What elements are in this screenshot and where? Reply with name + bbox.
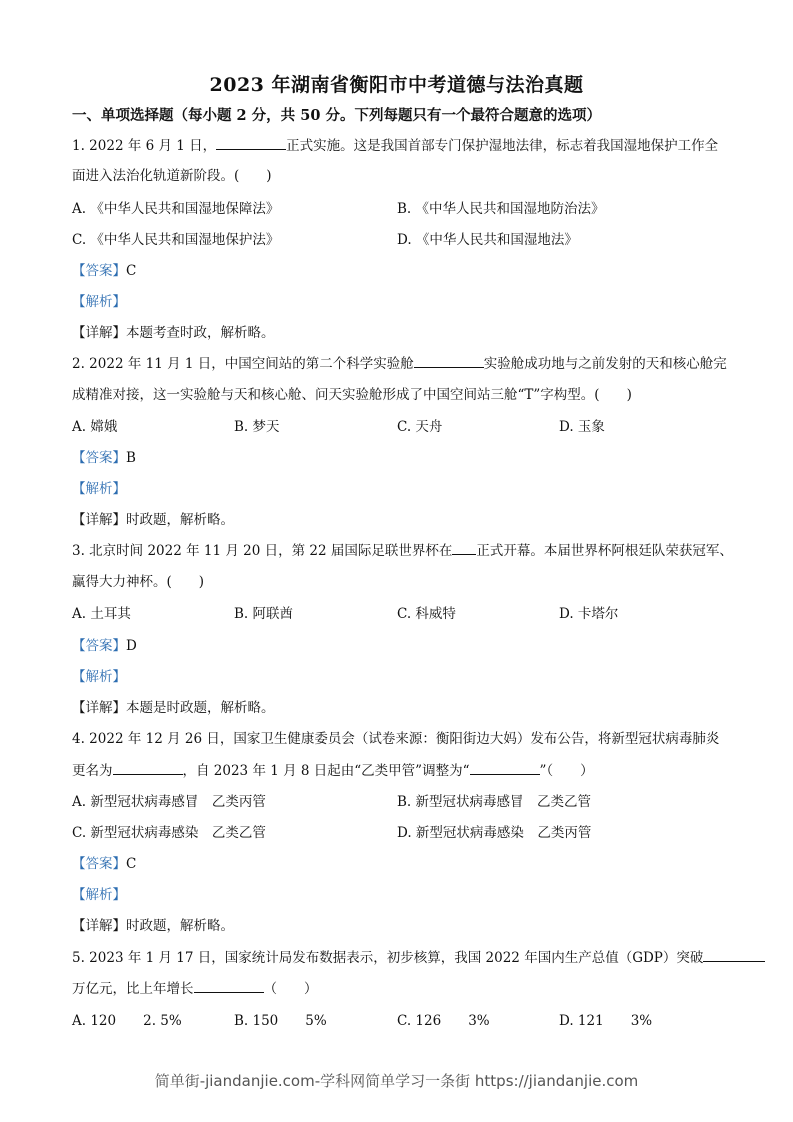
question-1-analysis [72,290,126,310]
page-title: 2023 年湖南省衡阳市中考道德与法治真题 [209,74,584,96]
question-3-option-a: A. 土耳其 [72,606,131,622]
question-5-stem-line-2 [72,977,318,997]
answer-tag: 【答案】 [72,450,126,466]
answer-blank [703,948,765,962]
answer-tag: 【答案】 [72,856,126,872]
question-3-stem-line-1 [72,539,733,559]
question-3-analysis [72,665,126,685]
question-3-answer [72,634,137,654]
question-3-stem-line-2: 赢得大力神杯。( ) [72,574,205,590]
detail-text: 本题是时政题，解析略。 [126,700,275,716]
question-1-option-d: D. 《中华人民共和国湿地法》 [397,232,578,248]
detail-tag: 【详解】 [72,512,126,528]
question-4-option-d: D. 新型冠状病毒感染 乙类丙管 [397,825,592,841]
question-2-option-d: D. 玉象 [559,419,605,435]
question-2-detail [72,508,234,528]
question-1-text-a: 1. 2022 年 6 月 1 日， [72,138,217,154]
question-1-stem-line-1 [72,134,718,154]
question-5-stem-line-1 [72,946,765,966]
question-4-text-c: ”（ ） [539,763,594,779]
question-2-text-a: 2. 2022 年 11 月 1 日，中国空间站的第二个科学实验舱 [72,356,414,372]
question-4-option-b: B. 新型冠状病毒感冒 乙类乙管 [397,794,592,810]
question-4-answer [72,852,136,872]
detail-text: 时政题，解析略。 [126,918,234,934]
question-5-text-a: 5. 2023 年 1 月 17 日，国家统计局发布数据表示，初步核算，我国 2022 年国内生产总值（GDP）突破 [72,950,704,966]
question-1-option-b: B. 《中华人民共和国湿地防治法》 [397,201,605,217]
detail-text: 时政题，解析略。 [126,512,234,528]
detail-text: 本题考查时政，解析略。 [126,325,275,341]
answer-blank [452,541,476,555]
question-1-option-a: A. 《中华人民共和国湿地保障法》 [72,201,280,217]
question-4-text-a: 更名为 [72,763,113,779]
answer-blank [414,354,484,368]
section-heading: 一、单项选择题（每小题 2 分，共 50 分。下列每题只有一个最符合题意的选项） [72,107,601,124]
question-4-detail [72,914,234,934]
question-2-option-b: B. 梦天 [234,419,280,435]
question-1-text-b: 正式实施。这是我国首部专门保护湿地法律，标志着我国湿地保护工作全 [286,138,719,154]
question-2-text-b: 实验舱成功地与之前发射的天和核心舱完 [483,356,727,372]
analysis-tag: 【解析】 [72,294,126,310]
question-4-stem-line-2 [72,759,594,779]
question-3-option-d: D. 卡塔尔 [559,606,619,622]
question-1-detail [72,321,275,341]
analysis-tag: 【解析】 [72,669,126,685]
detail-tag: 【详解】 [72,700,126,716]
analysis-tag: 【解析】 [72,481,126,497]
question-4-stem-line-1: 4. 2022 年 12 月 26 日，国家卫生健康委员会（试卷来源：衡阳街边大妈）发布公告，将新型冠状病毒肺炎 [72,731,720,747]
answer-value: C [126,856,137,872]
question-1-stem-line-2: 面进入法治化轨道新阶段。( ) [72,168,272,184]
question-3-text-b: 正式开幕。本届世界杯阿根廷队荣获冠军、 [476,543,733,559]
answer-blank [194,979,264,993]
question-2-option-a: A. 嫦娥 [72,419,118,435]
question-2-analysis [72,477,126,497]
answer-blank [113,761,183,775]
question-5-option-a: A. 120 2. 5% [72,1013,182,1029]
answer-value: C [126,263,137,279]
question-2-stem-line-1 [72,352,727,372]
question-1-answer [72,259,136,279]
question-5-text-a2: 万亿元，比上年增长 [72,981,194,997]
question-3-option-b: B. 阿联酋 [234,606,294,622]
question-5-option-b: B. 150 5% [234,1013,327,1029]
answer-blank [470,761,540,775]
question-1-option-c: C. 《中华人民共和国湿地保护法》 [72,232,280,248]
question-4-text-b: ，自 2023 年 1 月 8 日起由“乙类甲管”调整为“ [182,763,470,779]
question-4-option-a: A. 新型冠状病毒感冒 乙类丙管 [72,794,266,810]
question-2-answer [72,446,136,466]
answer-value: B [126,450,136,466]
question-3-option-c: C. 科威特 [397,606,456,622]
answer-tag: 【答案】 [72,638,126,654]
question-3-detail [72,696,275,716]
detail-tag: 【详解】 [72,325,126,341]
question-5-option-c: C. 126 3% [397,1013,490,1029]
question-4-option-c: C. 新型冠状病毒感染 乙类乙管 [72,825,266,841]
footer-watermark[interactable]: 简单街-jiandanjie.com-学科网简单学习一条街 https://jiandanjie.com [154,1072,639,1090]
question-2-option-c: C. 天舟 [397,419,443,435]
question-5-text-b: （ ） [263,981,318,997]
analysis-tag: 【解析】 [72,887,126,903]
question-5-option-d: D. 121 3% [559,1013,653,1029]
question-3-text-a: 3. 北京时间 2022 年 11 月 20 日，第 22 届国际足联世界杯在 [72,543,453,559]
question-4-analysis [72,883,126,903]
answer-tag: 【答案】 [72,263,126,279]
answer-blank [216,136,286,150]
question-2-stem-line-2: 成精准对接，这一实验舱与天和核心舱、问天实验舱形成了中国空间站三舱“T”字构型。( ) [72,387,632,403]
answer-value: D [126,638,137,654]
detail-tag: 【详解】 [72,918,126,934]
